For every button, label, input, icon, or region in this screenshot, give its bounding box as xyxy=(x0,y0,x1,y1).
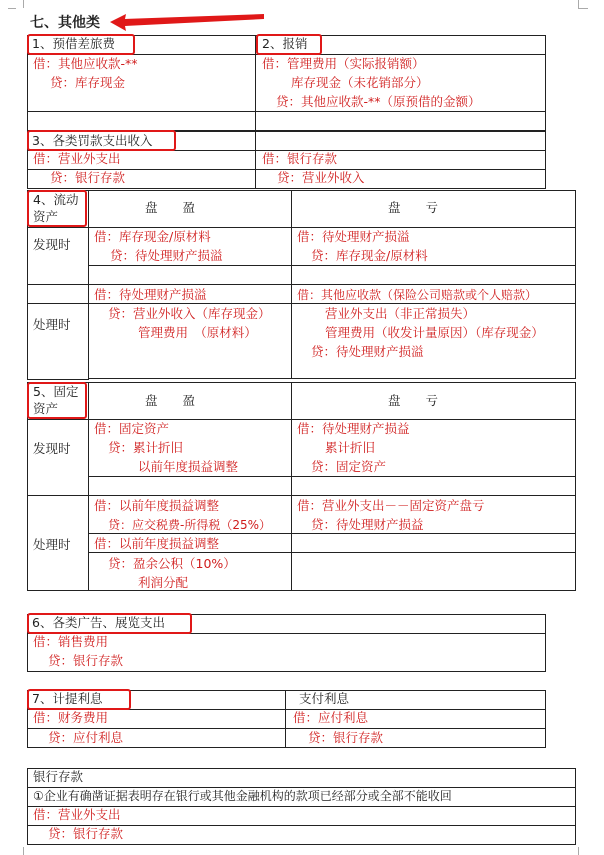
entry-line: 贷：营业外收入（库存现金） xyxy=(108,306,271,321)
page-corner-mark xyxy=(8,8,16,16)
entry-line: 贷：银行存款 xyxy=(48,826,124,841)
row-label-found: 发现时 xyxy=(33,237,71,252)
bank-deposit-header: 银行存款 xyxy=(33,769,84,784)
highlight-box xyxy=(27,190,87,227)
entry-line: 贷：其他应收款-**（原预借的金额） xyxy=(276,94,481,109)
entry-line: 贷：银行存款 xyxy=(50,170,126,185)
entry-line: 贷：盈余公积（10%） xyxy=(108,556,236,571)
page-corner-mark xyxy=(16,0,24,8)
current-asset-table xyxy=(27,190,576,380)
highlight-box xyxy=(27,613,192,634)
entry-line: 借：银行存款 xyxy=(262,151,338,166)
highlight-box xyxy=(27,130,176,151)
advance-travel-header: 1、预借差旅费 xyxy=(32,36,115,51)
row-label-handle: 处理时 xyxy=(33,317,71,332)
entry-line: 借：待处理财产损溢 xyxy=(94,287,207,302)
entry-line: 营业外支出（非正常损失） xyxy=(325,306,476,321)
entry-line: 管理费用 （原材料） xyxy=(138,325,257,340)
entry-line: 贷：银行存款 xyxy=(48,653,124,668)
entry-line: 利润分配 xyxy=(138,575,189,590)
entry-line: 借：财务费用 xyxy=(33,710,109,725)
bank-deposit-note: ①企业有确凿证据表明存在银行或其他金融机构的款项已经部分或全部不能收回 xyxy=(33,789,452,803)
entry-line: 以前年度损益调整 xyxy=(138,459,239,474)
entry-line: 借：其他应收款-** xyxy=(33,56,138,71)
highlight-box xyxy=(256,34,322,55)
entry-line: 贷：累计折旧 xyxy=(108,440,184,455)
entry-line: 借：库存现金/原材料 xyxy=(94,229,211,244)
entry-line: 贷：库存现金 xyxy=(50,75,126,90)
penalty-header: 3、各类罚款支出收入 xyxy=(32,133,153,148)
current-asset-header-text: 4、流动资产 xyxy=(33,192,79,224)
highlight-box xyxy=(27,34,135,55)
highlight-box xyxy=(27,689,131,710)
entry-line: 贷：应交税费-所得税（25%） xyxy=(108,518,272,532)
entry-line: 借：应付利息 xyxy=(293,710,369,725)
entry-line: 贷：待处理财产损溢 xyxy=(110,248,223,263)
page-corner-mark xyxy=(16,847,24,855)
highlight-box xyxy=(27,382,87,419)
entry-line: 借：以前年度损益调整 xyxy=(94,536,220,551)
section-title: 七、其他类 xyxy=(30,15,100,31)
entry-line: 贷：待处理财产损溢 xyxy=(311,344,424,359)
advertising-header: 6、各类广告、展览支出 xyxy=(32,615,165,630)
entry-line: 借：固定资产 xyxy=(94,421,170,436)
gain-column-header: 盘 盈 xyxy=(145,200,196,215)
gain-column-header: 盘 盈 xyxy=(145,393,196,408)
arrow-pointer-icon xyxy=(108,10,268,34)
reimburse-header: 2、报销 xyxy=(262,36,308,51)
loss-column-header: 盘 亏 xyxy=(388,200,439,215)
row-label-found: 发现时 xyxy=(33,441,71,456)
loss-column-header: 盘 亏 xyxy=(388,393,439,408)
fixed-asset-header-text: 5、固定资产 xyxy=(33,384,79,416)
page-corner-mark xyxy=(578,8,588,16)
entry-line: 借：待处理财产损溢 xyxy=(297,229,410,244)
accrue-interest-header: 7、计提利息 xyxy=(32,691,103,706)
entry-line: 借：营业外支出 xyxy=(33,807,121,822)
pay-interest-header: 支付利息 xyxy=(299,691,350,706)
entry-line: 库存现金（未花销部分） xyxy=(291,75,429,90)
row-label-handle: 处理时 xyxy=(33,537,71,552)
entry-line: 累计折旧 xyxy=(325,440,376,455)
entry-line: 贷：营业外收入 xyxy=(277,170,365,185)
entry-line: 贷：银行存款 xyxy=(308,730,384,745)
entry-line: 借：管理费用（实际报销额） xyxy=(262,56,425,71)
entry-line: 贷：固定资产 xyxy=(311,459,387,474)
entry-line: 借：营业外支出－－固定资产盘亏 xyxy=(297,498,485,513)
entry-line: 借：营业外支出 xyxy=(33,151,121,166)
entry-line: 借：其他应收款（保险公司赔款或个人赔款） xyxy=(297,288,538,302)
entry-line: 贷：库存现金/原材料 xyxy=(311,248,428,263)
entry-line: 贷：应付利息 xyxy=(48,730,124,745)
entry-line: 管理费用（收发计量原因）（库存现金） xyxy=(325,325,544,340)
entry-line: 借：销售费用 xyxy=(33,634,109,649)
page-corner-mark xyxy=(578,847,586,855)
entry-line: 借：以前年度损益调整 xyxy=(94,498,220,513)
entry-line: 借：待处理财产损益 xyxy=(297,421,410,436)
entry-line: 贷：待处理财产损益 xyxy=(311,517,424,532)
page-corner-mark xyxy=(578,0,586,8)
